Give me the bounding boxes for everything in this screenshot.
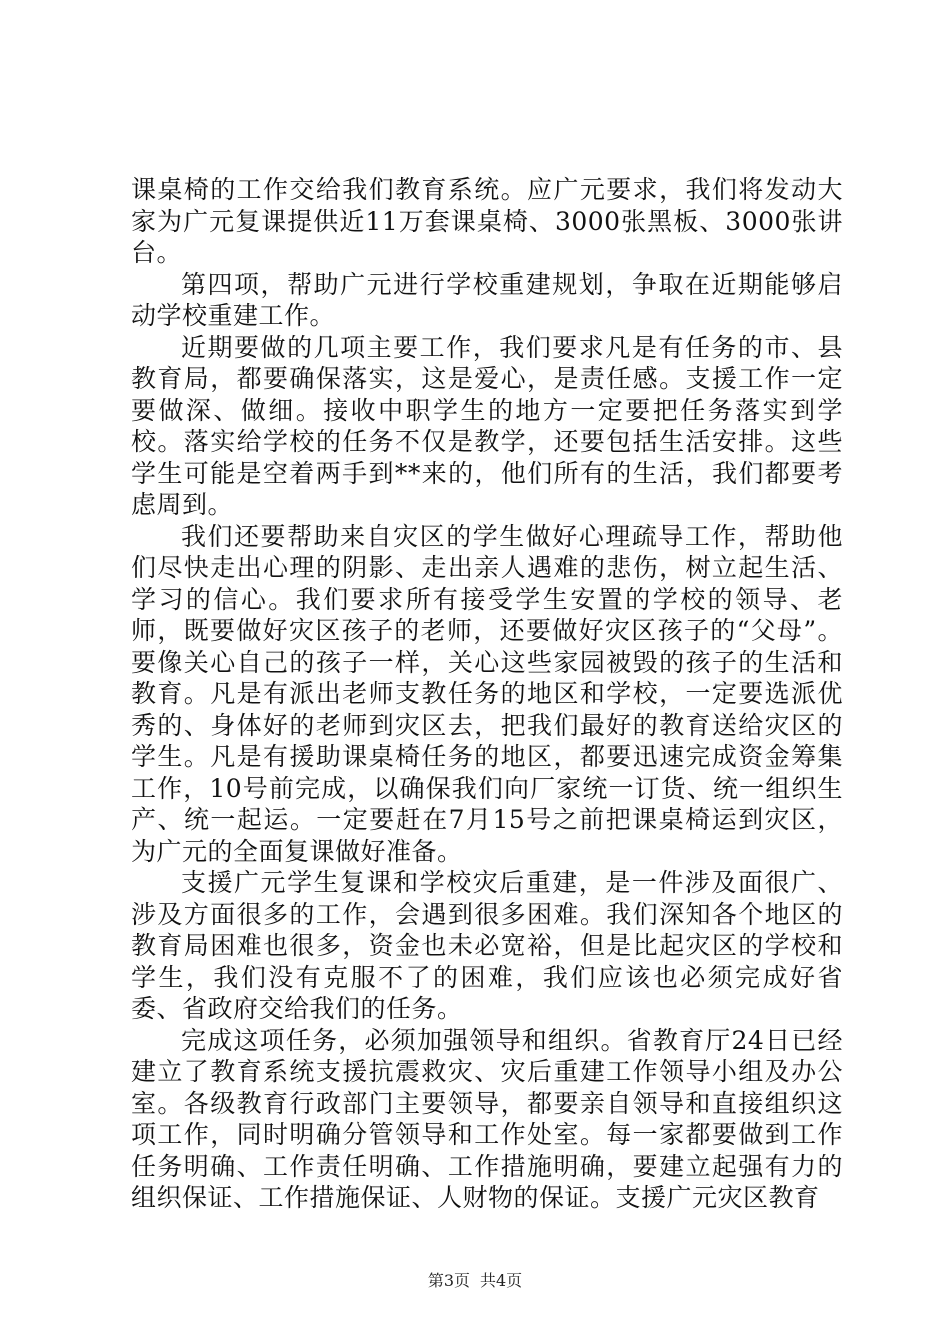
paragraph: 完成这项任务，必须加强领导和组织。省教育厅24日已经建立了教育系统支援抗震救灾、灾后重建工作领导小组及办公室。各级教育行政部门主要领导，都要亲自领导和直接组织这项工作，同时明确分管领导和工作处室。每一家都要做到工作任务明确、工作责任明确、工作措施明确，要建立起强有力的组织保证、工作措施保证、人财物的保证。支援广元灾区教育: [131, 1025, 843, 1212]
paragraph: 近期要做的几项主要工作，我们要求凡是有任务的市、县教育局，都要确保落实，这是爱心，是责任感。支援工作一定要做深、做细。接收中职学生的地方一定要把任务落实到学校。落实给学校的任务不仅是教学，还要包括生活安排。这些学生可能是空着两手到**来的，他们所有的生活，我们都要考虑周到。: [131, 332, 843, 519]
document-body: [131, 174, 843, 1214]
page-footer: [0, 1271, 950, 1291]
paragraph: 我们还要帮助来自灾区的学生做好心理疏导工作，帮助他们尽快走出心理的阴影、走出亲人遇难的悲伤，树立起生活、学习的信心。我们要求所有接受学生安置的学校的领导、老师，既要做好灾区孩子的老师，还要做好灾区孩子的“父母”。要像关心自己的孩子一样，关心这些家园被毁的孩子的生活和教育。凡是有派出老师支教任务的地区和学校，一定要选派优秀的、身体好的老师到灾区去，把我们最好的教育送给灾区的学生。凡是有援助课桌椅任务的地区，都要迅速完成资金筹集工作，10号前完成，以确保我们向厂家统一订货、统一组织生产、统一起运。一定要赶在7月15号之前把课桌椅运到灾区，为广元的全面复课做好准备。: [131, 521, 843, 866]
paragraph: 第四项，帮助广元进行学校重建规划，争取在近期能够启动学校重建工作。: [131, 269, 843, 330]
paragraph: 支援广元学生复课和学校灾后重建，是一件涉及面很广、涉及方面很多的工作，会遇到很多困难。我们深知各个地区的教育局困难也很多，资金也未必宽裕，但是比起灾区的学校和学生，我们没有克服不了的困难，我们应该也必须完成好省委、省政府交给我们的任务。: [131, 868, 843, 1023]
page-total: 共4页: [480, 1271, 523, 1290]
page-number: 第3页: [427, 1271, 470, 1290]
paragraph: 课桌椅的工作交给我们教育系统。应广元要求，我们将发动大家为广元复课提供近11万套课桌椅、3000张黑板、3000张讲台。: [131, 175, 843, 267]
